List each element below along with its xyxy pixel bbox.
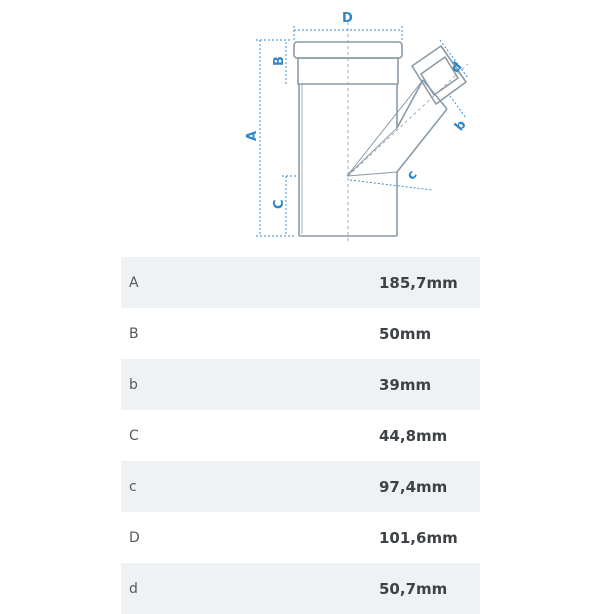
center-lines (348, 22, 468, 242)
dimension-label-d: d (448, 59, 466, 77)
pipe-fitting-diagram (0, 0, 600, 250)
dimension-value: 44,8mm (379, 426, 448, 445)
dimension-label-C: C (272, 199, 287, 209)
dimensions-table (121, 257, 480, 614)
table-row (121, 410, 480, 461)
dimension-label-c: c (404, 167, 421, 184)
dimension-value: 50mm (379, 324, 432, 343)
table-row (121, 308, 480, 359)
table-row (121, 359, 480, 410)
dimension-value: 39mm (379, 375, 432, 394)
dimension-key: A (129, 274, 139, 291)
dimension-key: b (129, 376, 138, 393)
dimension-key: D (129, 529, 140, 546)
dimension-value: 101,6mm (379, 528, 458, 547)
dimension-label-A: A (245, 130, 260, 141)
dimension-key: d (129, 580, 138, 597)
dimension-key: C (129, 427, 139, 444)
dimension-key: c (129, 478, 137, 495)
table-row (121, 461, 480, 512)
dimension-key: B (129, 325, 139, 342)
dimension-label-b: b (452, 117, 470, 135)
dimension-value: 97,4mm (379, 477, 448, 496)
pipe-outline (294, 42, 466, 236)
dimension-label-B: B (272, 56, 287, 66)
dimension-label-D: D (342, 11, 353, 26)
table-row (121, 563, 480, 614)
dimension-value: 50,7mm (379, 579, 448, 598)
table-row (121, 512, 480, 563)
dimension-value: 185,7mm (379, 273, 458, 292)
table-row (121, 257, 480, 308)
pipe-fitting-drawing (0, 0, 600, 250)
